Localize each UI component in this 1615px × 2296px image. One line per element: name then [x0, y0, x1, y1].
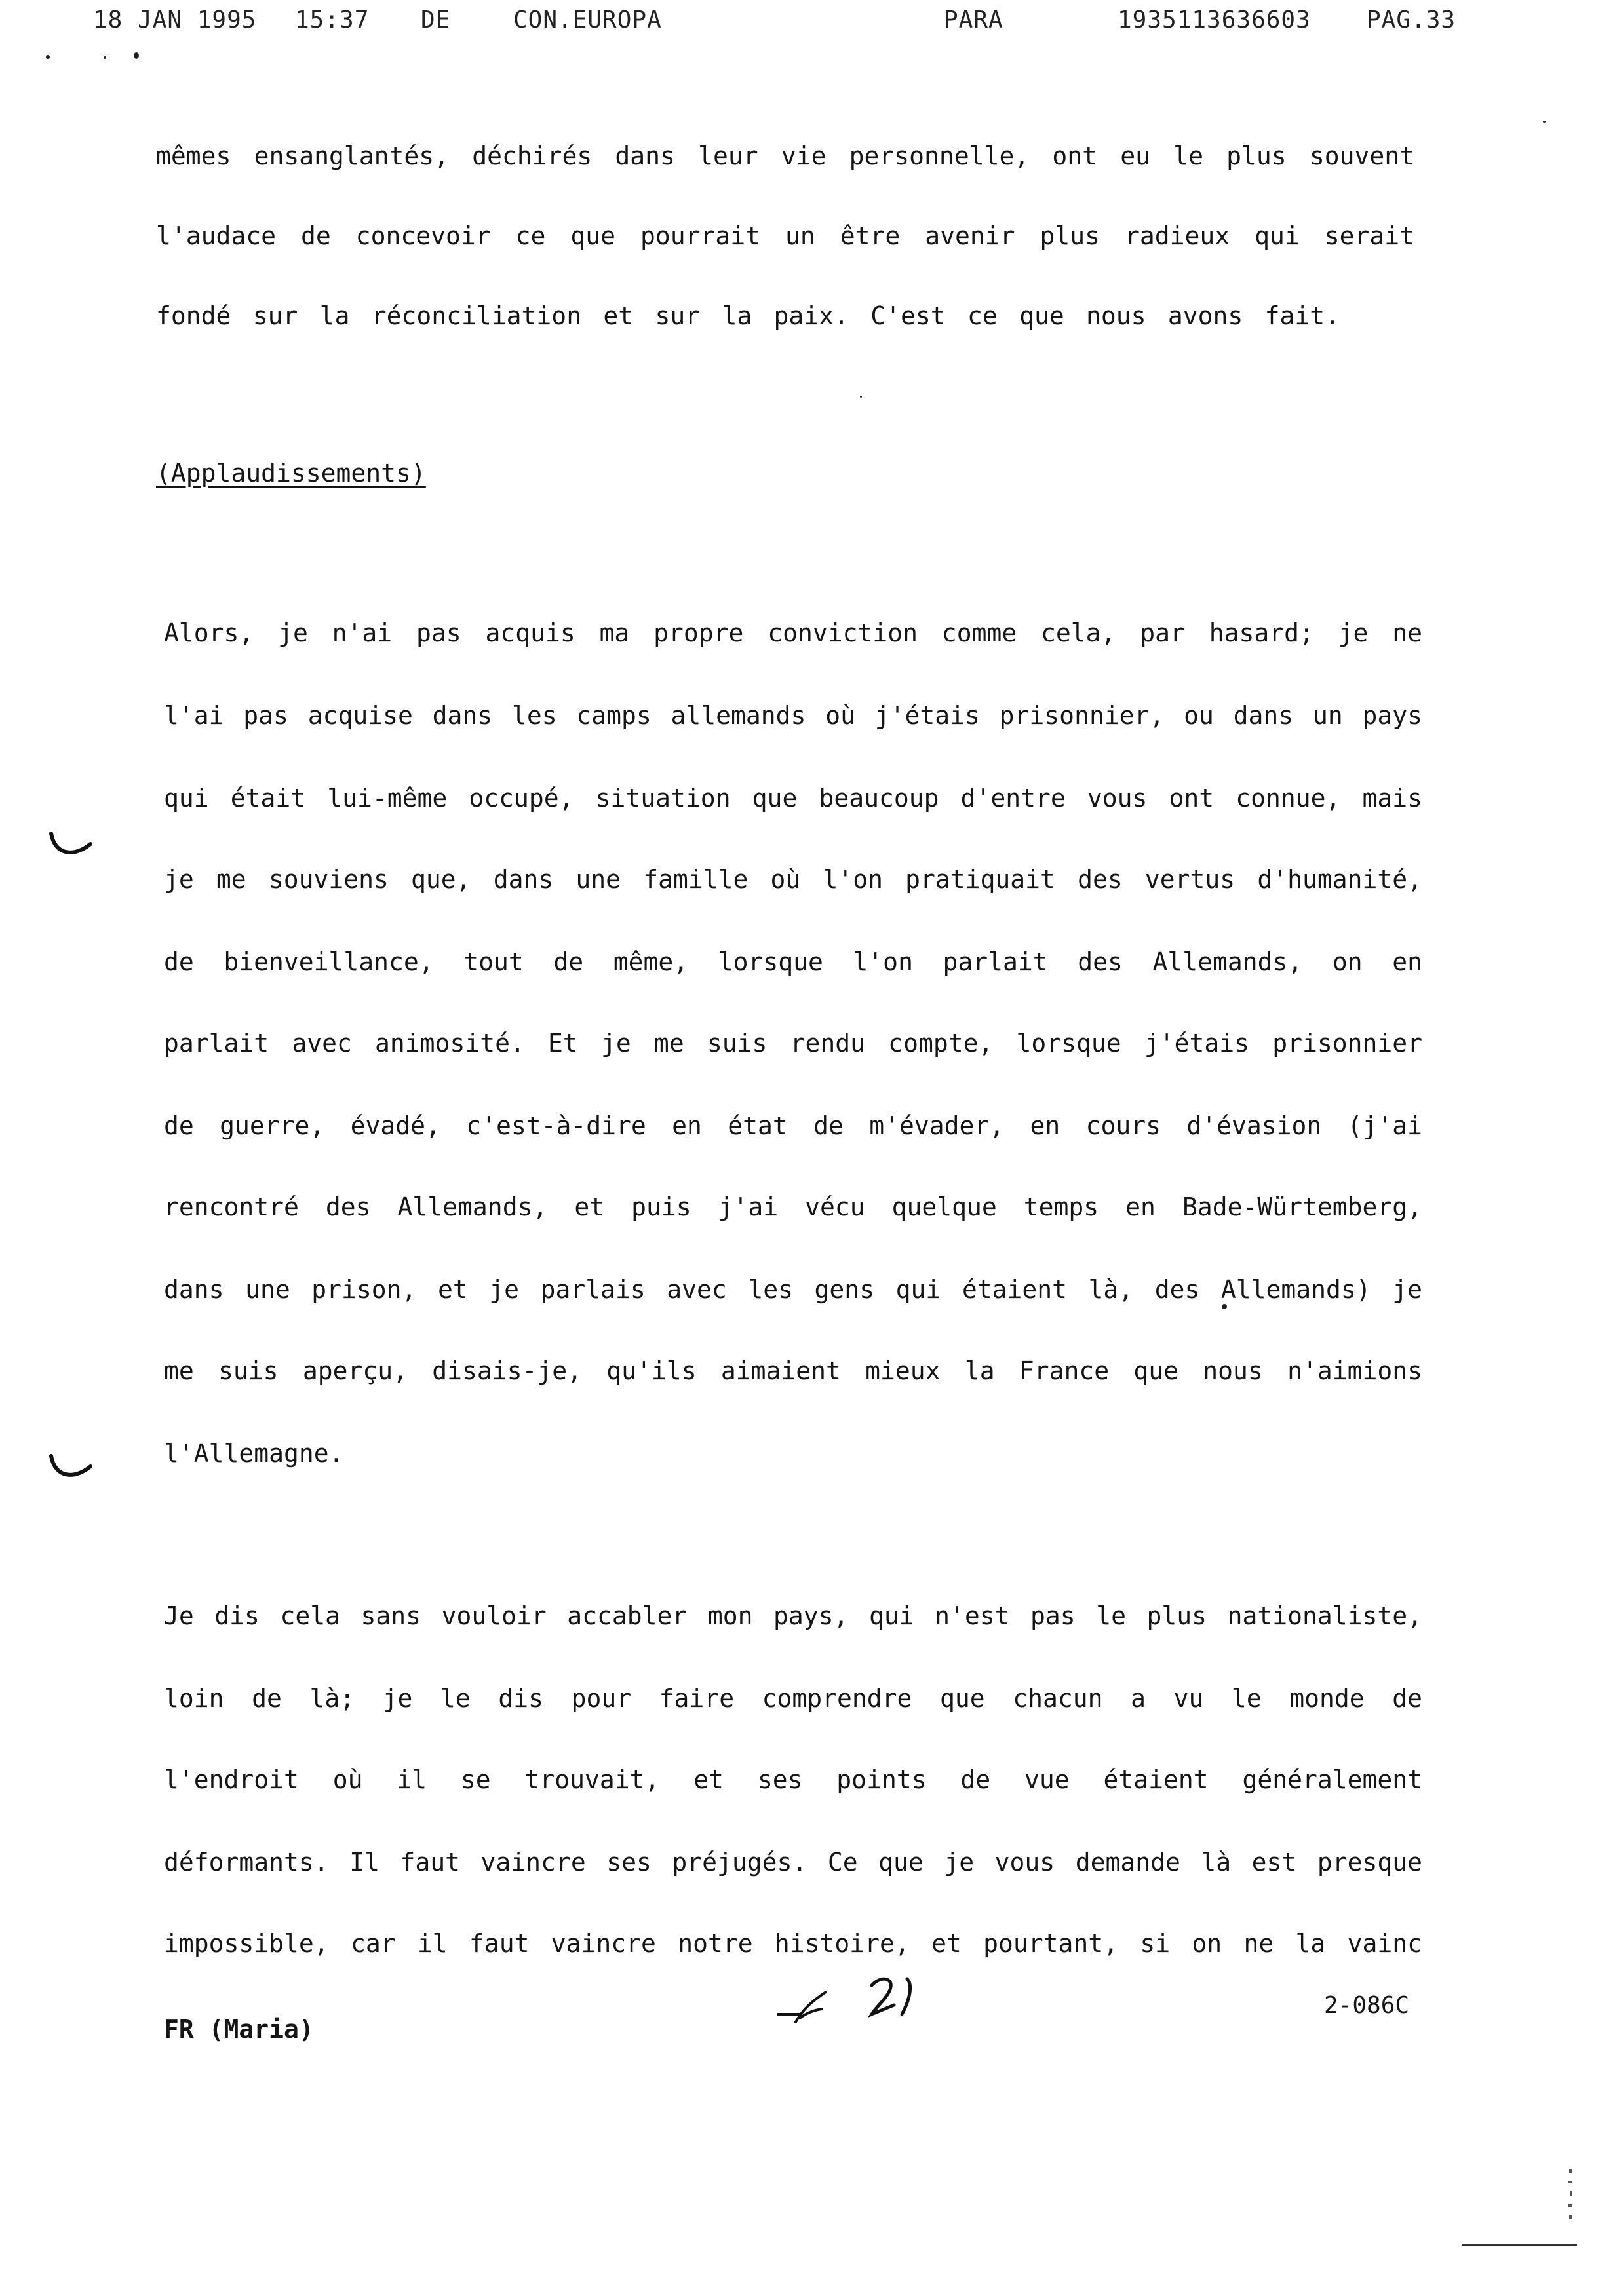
text-line: l'ai pas acquise dans les camps allemands où j'étais prisonnier, ou dans un pays	[164, 701, 1422, 730]
fax-number: 1935113636603	[1118, 7, 1311, 33]
text-line: mêmes ensanglantés, déchirés dans leur vie personnelle, ont eu le plus souvent	[156, 142, 1414, 170]
scan-speck	[104, 56, 106, 59]
text-line: l'endroit où il se trouvait, et ses points de vue étaient généralement	[164, 1765, 1422, 1794]
text-line: l'audace de concevoir ce que pourrait un être avenir plus radieux qui serait	[156, 221, 1414, 250]
text-line: dans une prison, et je parlais avec les gens qui étaient là, des Allemands) je	[164, 1275, 1422, 1304]
margin-check-icon	[49, 1452, 94, 1485]
text-line: impossible, car il faut vaincre notre histoire, et pourtant, si on ne la vainc	[164, 1929, 1422, 1958]
fax-date: 18 JAN 1995	[93, 7, 257, 33]
scan-speck	[1543, 121, 1546, 123]
text-line: fondé sur la réconciliation et sur la paix. C'est ce que nous avons fait.	[156, 301, 1340, 330]
text-line: rencontré des Allemands, et puis j'ai vécu quelque temps en Bade-Würtemberg,	[164, 1193, 1422, 1221]
section-heading: (Applaudissements)	[156, 459, 426, 488]
text-line: parlait avec animosité. Et je me suis rendu compte, lorsque j'étais prisonnier	[164, 1029, 1422, 1058]
fax-page: PAG.33	[1367, 7, 1456, 33]
page-corner-rule	[1462, 2244, 1577, 2246]
fax-from-label: DE	[421, 7, 451, 33]
scan-speck	[134, 52, 139, 59]
text-line: Alors, je n'ai pas acquis ma propre conviction comme cela, par hasard; je ne	[164, 619, 1422, 647]
handwritten-annotation-icon	[773, 1959, 931, 2038]
fax-sender: CON.EUROPA	[513, 7, 662, 33]
fax-to-label: PARA	[944, 7, 1003, 33]
fax-header	[0, 7, 1615, 46]
footer-language-tag: FR (Maria)	[164, 2015, 314, 2044]
text-line: Je dis cela sans vouloir accabler mon pays, qui n'est pas le plus nationaliste,	[164, 1601, 1422, 1630]
scan-speck	[46, 55, 50, 59]
footer-document-code: 2-086C	[1324, 1992, 1410, 2019]
scan-speck	[860, 396, 862, 398]
scan-noise-icon	[1566, 2169, 1574, 2228]
text-line: déformants. Il faut vaincre ses préjugés. Ce que je vous demande là est presque	[164, 1848, 1422, 1877]
fax-time: 15:37	[295, 7, 370, 33]
margin-check-icon	[49, 830, 94, 862]
text-line: qui était lui-même occupé, situation que beaucoup d'entre vous ont connue, mais	[164, 784, 1422, 813]
text-line: me suis aperçu, disais-je, qu'ils aimaient mieux la France que nous n'aimions	[164, 1356, 1422, 1385]
text-line: de guerre, évadé, c'est-à-dire en état de m'évader, en cours d'évasion (j'ai	[164, 1111, 1422, 1140]
text-line: de bienveillance, tout de même, lorsque l'on parlait des Allemands, on en	[164, 947, 1422, 976]
scan-speck	[1222, 1304, 1227, 1309]
text-line: loin de là; je le dis pour faire comprendre que chacun a vu le monde de	[164, 1684, 1422, 1713]
text-line: l'Allemagne.	[164, 1439, 344, 1468]
text-line: je me souviens que, dans une famille où l'on pratiquait des vertus d'humanité,	[164, 865, 1422, 894]
